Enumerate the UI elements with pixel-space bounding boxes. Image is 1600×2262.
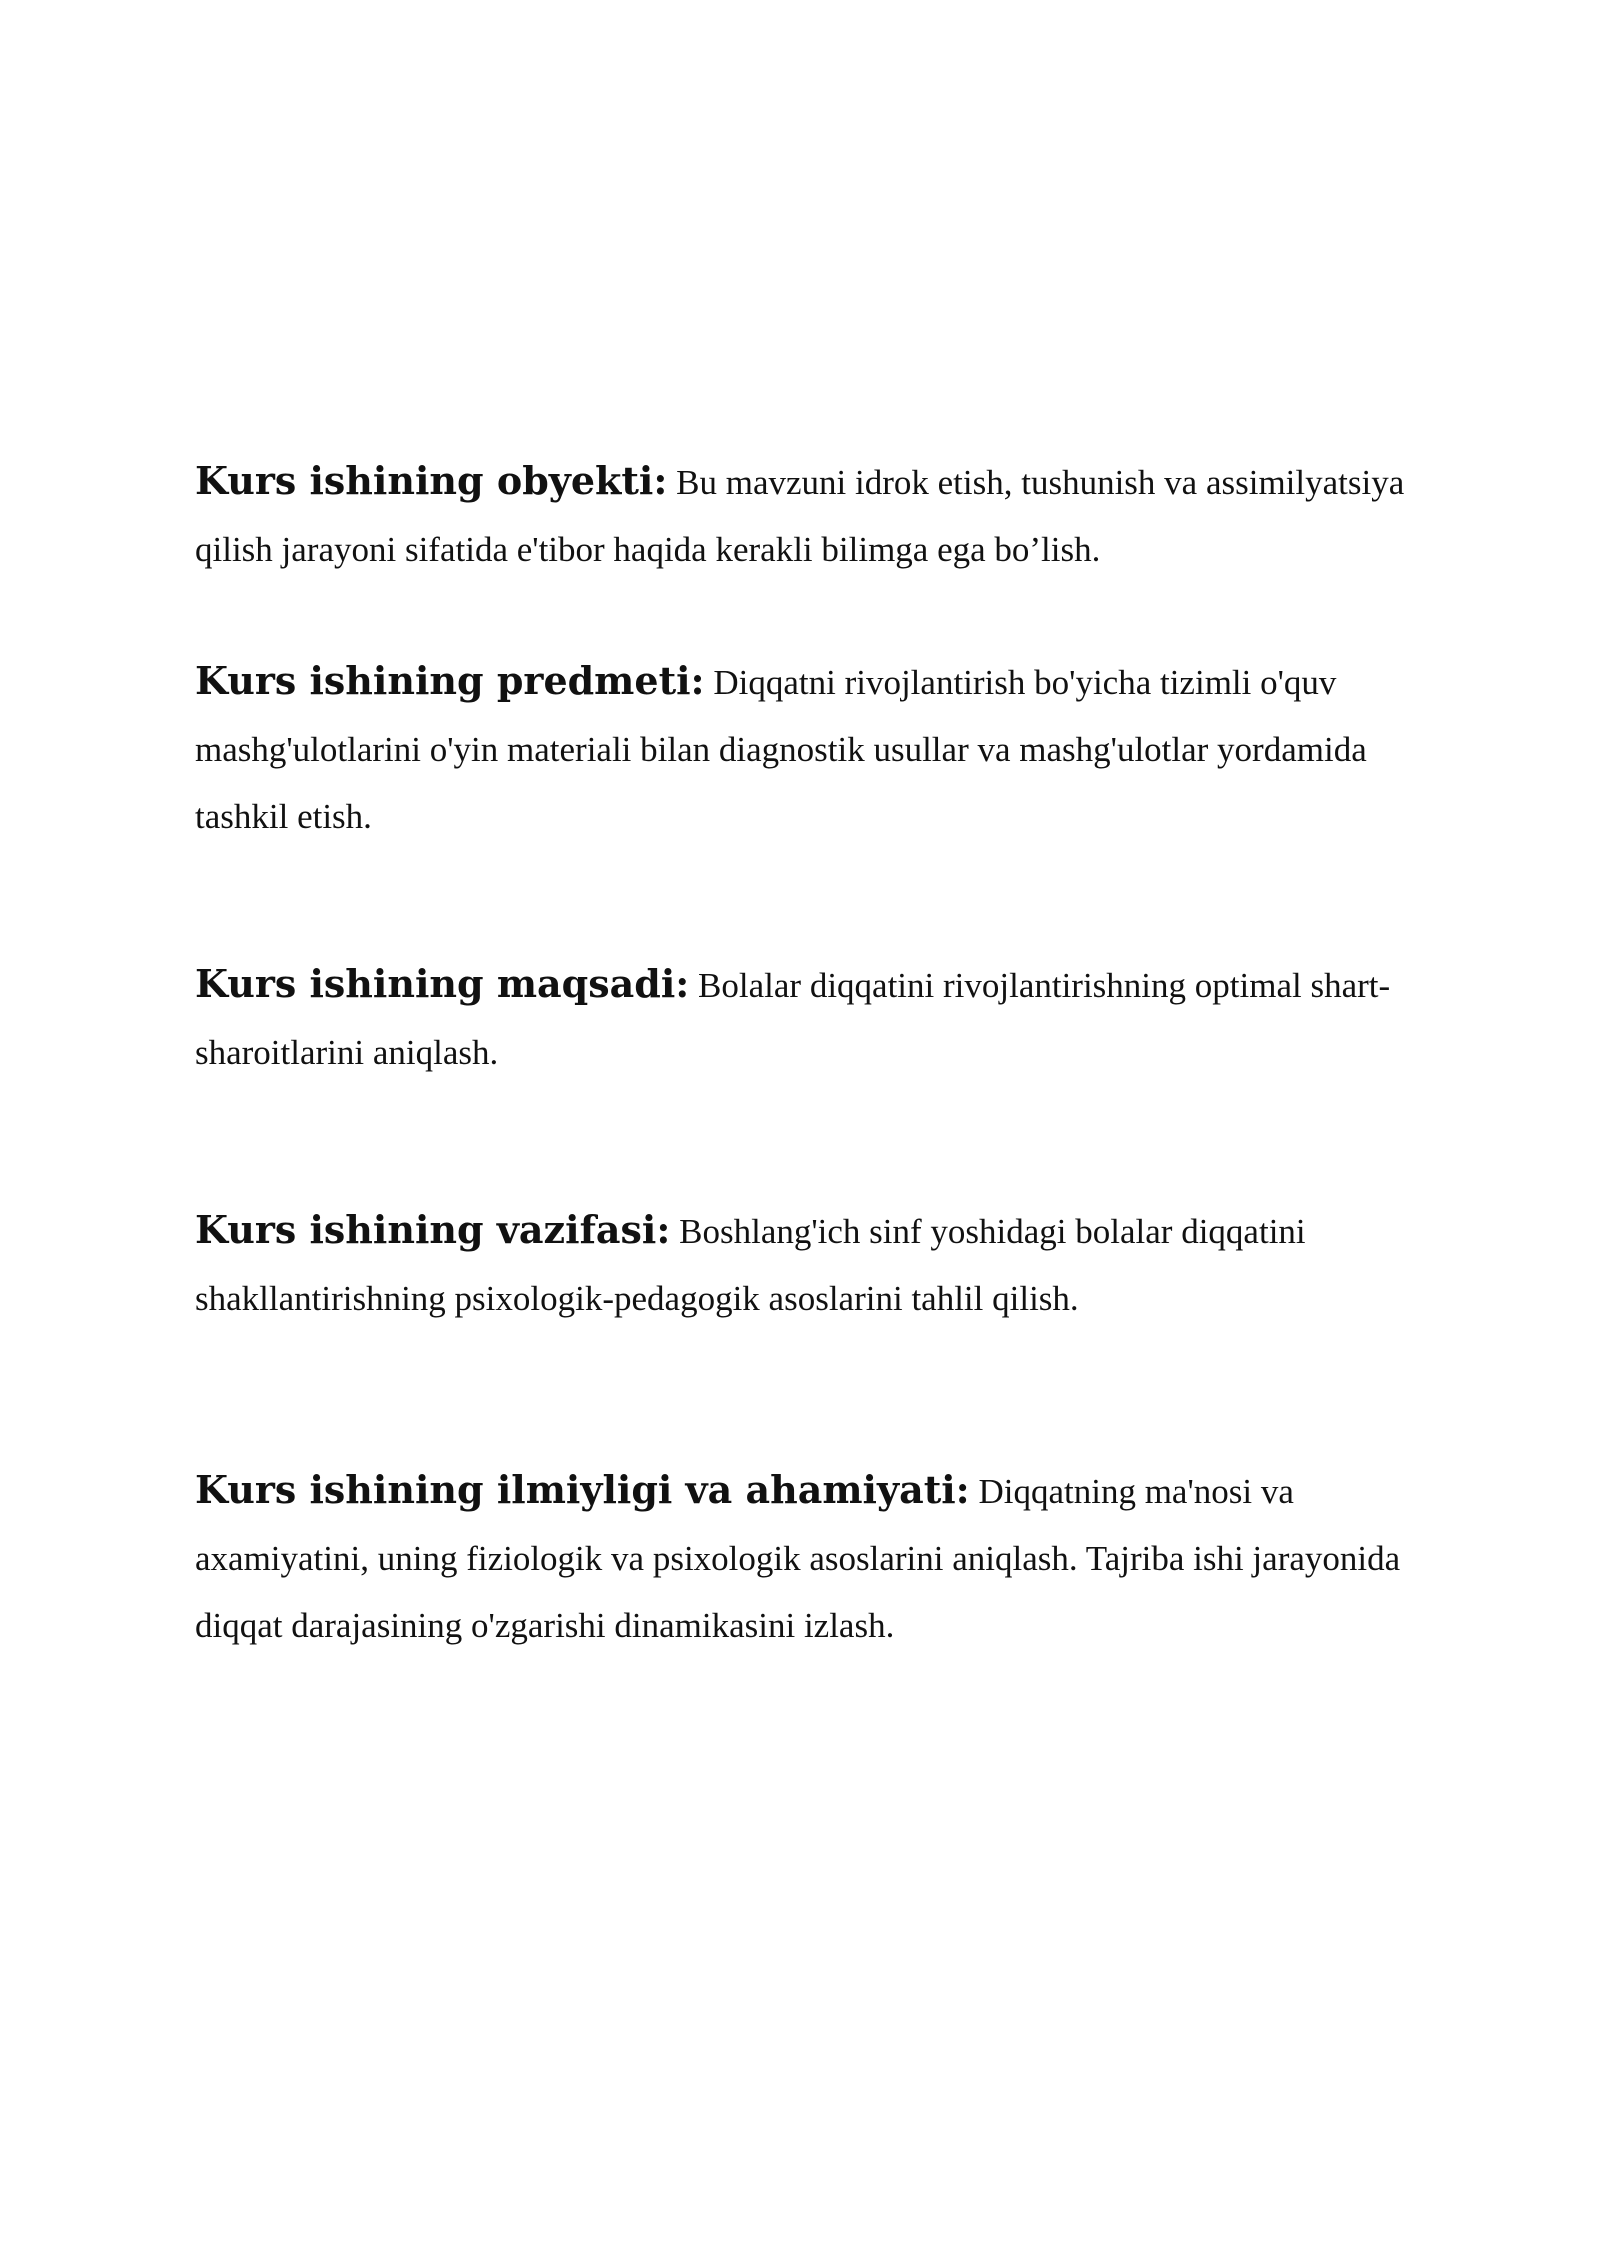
section-object (195, 447, 1425, 583)
section-text: Boshlang'ich sinf yoshidagi bolalar diqqatini shakllantirishning psixologik-pedagogik asoslarini tahlil qilish. (195, 1212, 1306, 1318)
section-significance (195, 1456, 1425, 1659)
section-heading: Kurs ishining predmeti: (195, 658, 705, 703)
section-heading: Kurs ishining ilmiyligi va ahamiyati: (195, 1467, 970, 1512)
section-goal (195, 950, 1425, 1086)
section-heading: Kurs ishining obyekti: (195, 458, 668, 503)
section-text: Diqqatning ma'nosi va axamiyatini, uning fiziologik va psixologik asoslarini aniqlash. Tajriba ishi jarayonida diqqat darajasining o'zgarishi dinamikasini izlash. (195, 1472, 1401, 1645)
section-heading: Kurs ishining maqsadi: (195, 961, 690, 1006)
section-text: Diqqatni rivojlantirish bo'yicha tizimli o'quv mashg'ulotlarini o'yin materiali bilan diagnostik usullar va mashg'ulotlar yordamida tashkil etish. (195, 663, 1367, 836)
section-heading: Kurs ishining vazifasi: (195, 1207, 671, 1252)
section-subject (195, 647, 1425, 850)
section-task (195, 1196, 1425, 1332)
section-text: Bu mavzuni idrok etish, tushunish va assimilyatsiya qilish jarayoni sifatida e'tibor haqida kerakli bilimga ega bo’lish. (195, 463, 1405, 569)
section-text: Bolalar diqqatini rivojlantirishning optimal shart-sharoitlarini aniqlash. (195, 966, 1391, 1072)
